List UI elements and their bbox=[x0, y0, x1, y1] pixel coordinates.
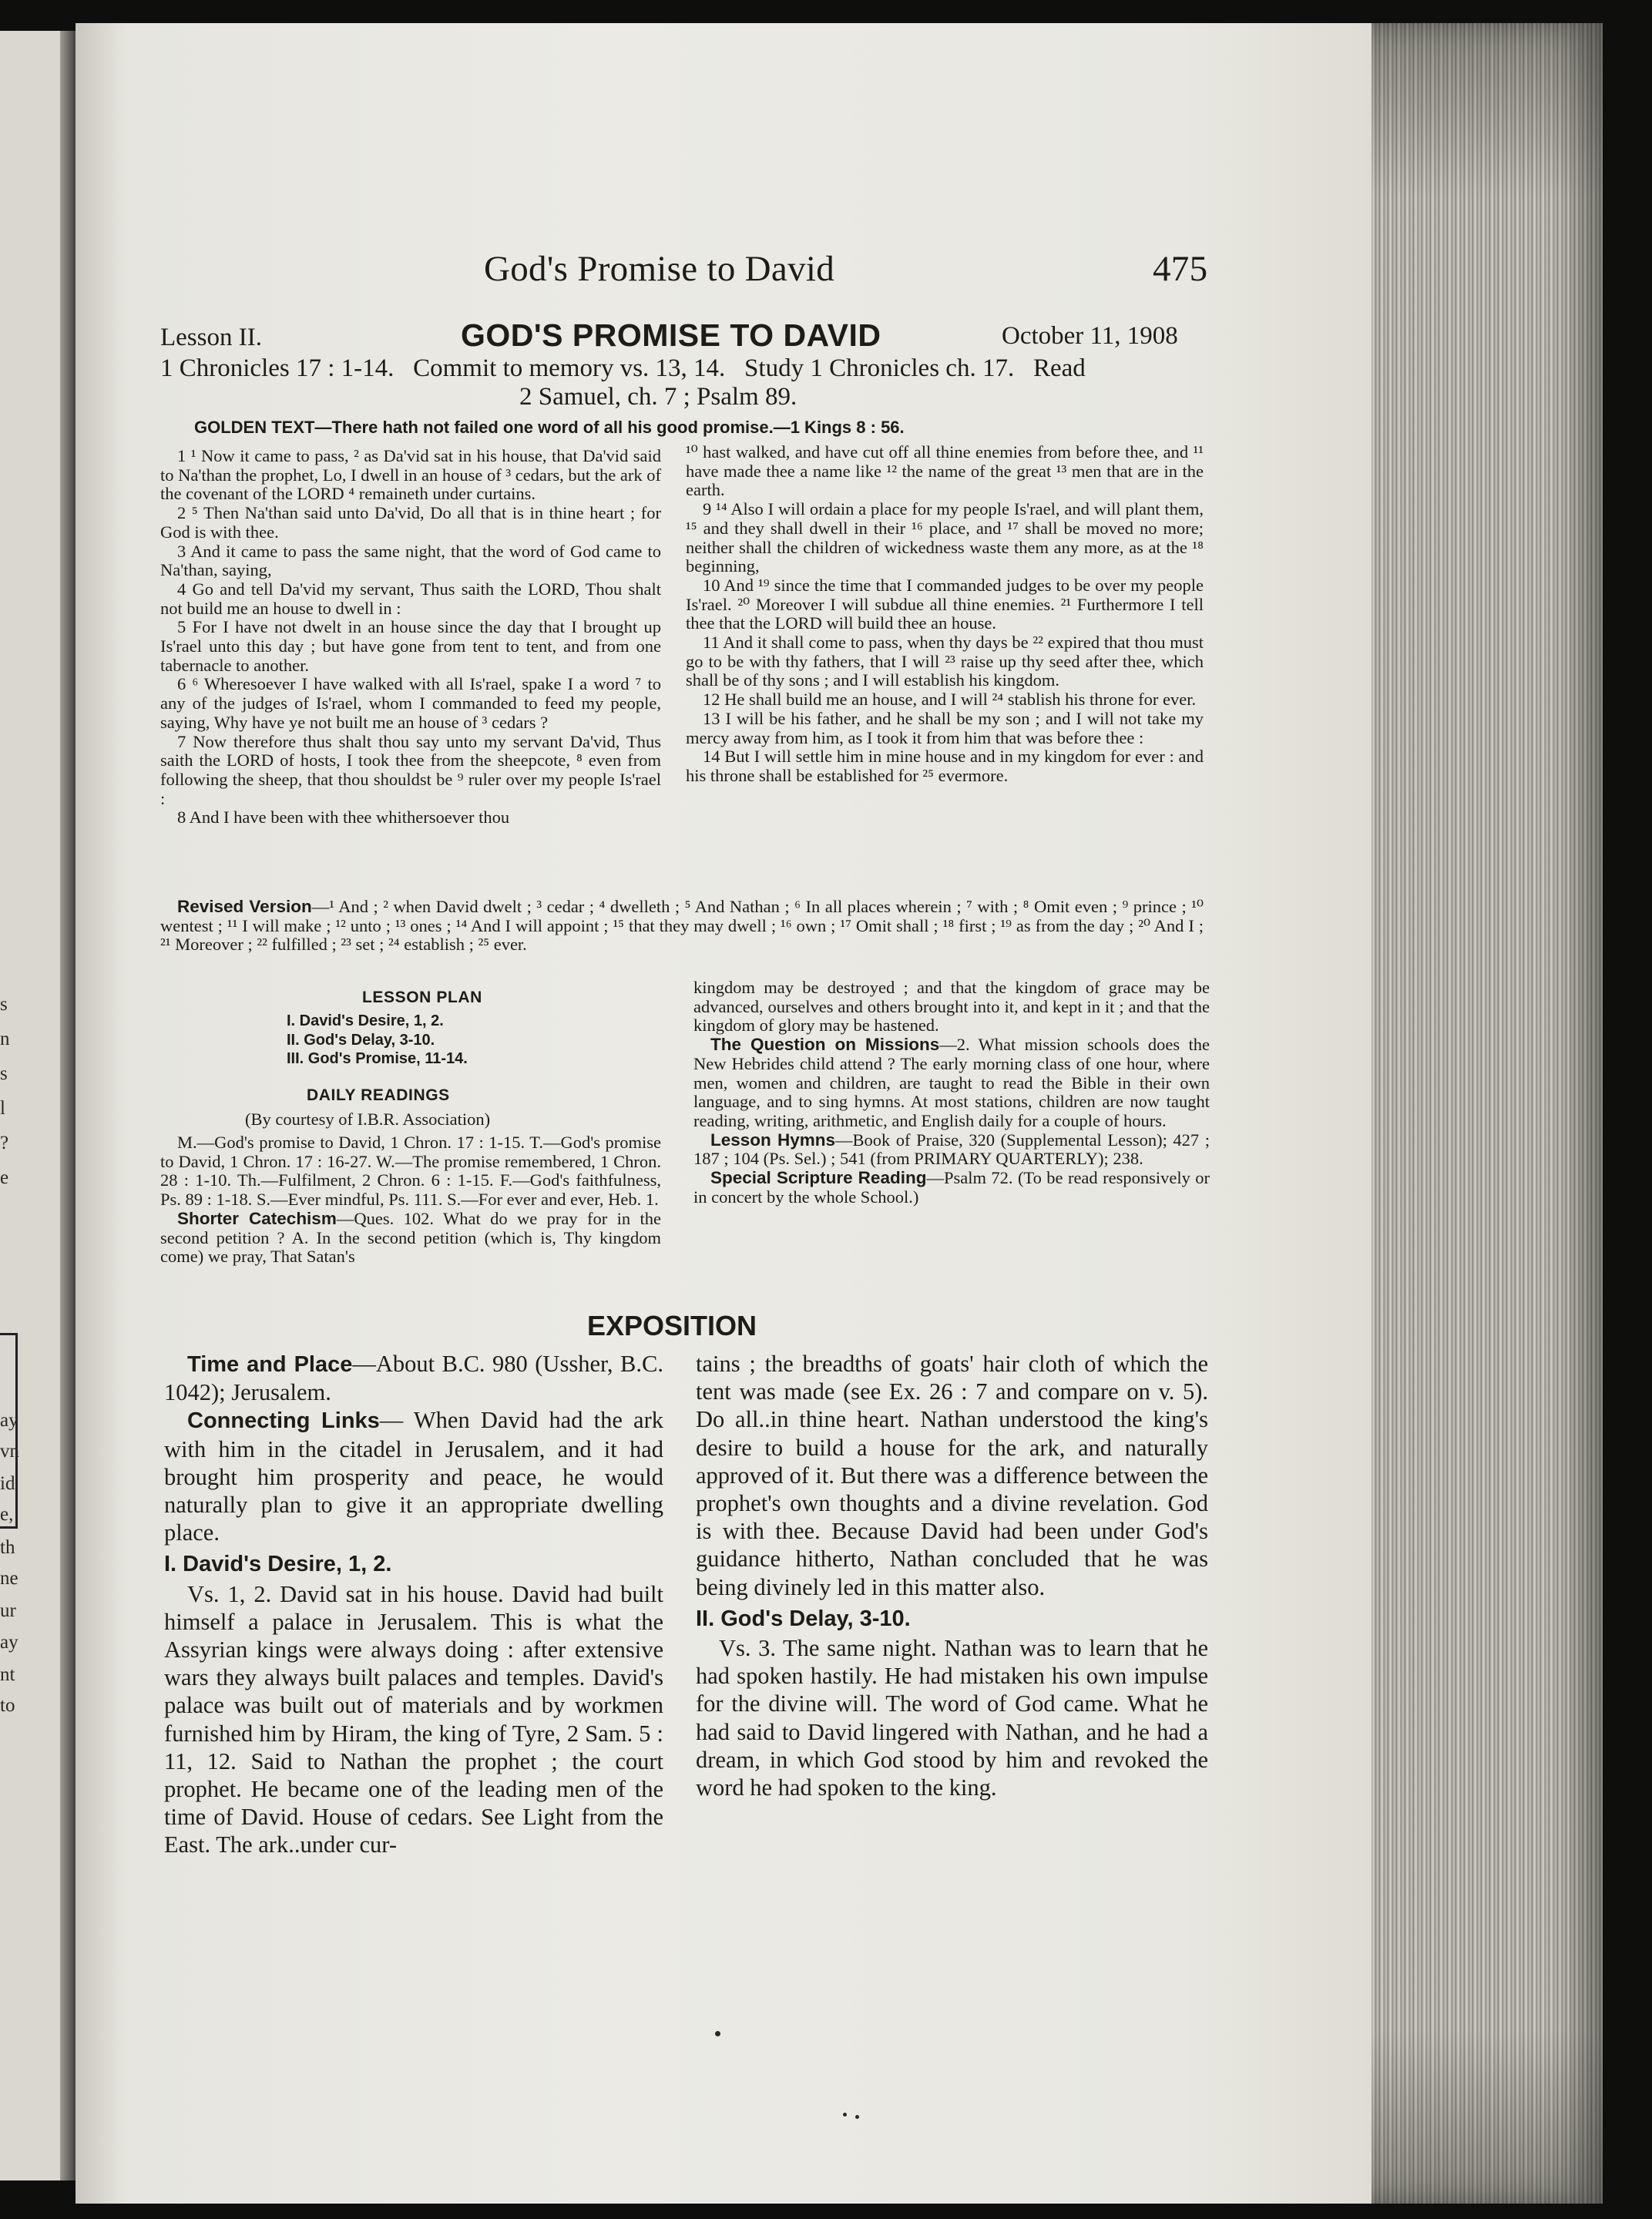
exposition-paragraph: Vs. 1, 2. David sat in his house. David had built himself a palace in Jerusalem. This is what the Assyrian kings were always doing : after extensive wars they always built palaces and temples. David's palace was built out of materials and by workmen furnished him by Hiram, the king of Tyre, 2 Sam. 5 : 11, 12. Said to Nathan the prophet ; the court prophet. He became one of the leading men of the time of David. House of cedars. See Light from the East. The ark..under cur- bbox=[164, 1580, 663, 1858]
section-heading: I. David's Desire, 1, 2. bbox=[164, 1552, 392, 1577]
exposition-heading: EXPOSITION bbox=[587, 1310, 757, 1341]
revised-version-label: Revised Version bbox=[177, 897, 312, 916]
revised-version-notes bbox=[160, 898, 1204, 955]
lesson-plan-list bbox=[287, 1012, 468, 1069]
exposition-paragraph: Vs. 3. The same night. Nathan was to learn that he had spoken hastily. He had mistaken his own impulse for the divine will. The word of God came. What he had said to David lingered with Nathan, and he had a dream, in which God stood by him and revoked the word he had spoken to the king. bbox=[696, 1635, 1208, 1801]
scripture-verse: 10 And ¹⁹ since the time that I commanded judges to be over my people Is'rael. ²⁰ Moreover I will subdue all thine enemies. ²¹ Furthermore I tell thee that the LORD will build thee an house. bbox=[686, 575, 1204, 633]
scripture-verse: 7 Now therefore thus shalt thou say unto my servant Da'vid, Thus saith the LORD of hosts, I took thee from the sheepcote, ⁸ even from following the sheep, that thou shouldst be ⁹ ruler over my people Is'rael : bbox=[160, 731, 661, 808]
missions-text: —2. What mission schools does the New Hebrides child attend ? The early morning class of one hour, where men, women and children, are taught to read the Bible in their own language, and to sing hymns. At most stations, children are now taught reading, writing, arithmetic, and English daily for a couple of hours. bbox=[693, 1035, 1210, 1130]
print-speck bbox=[855, 2115, 859, 2119]
lesson-hymns bbox=[693, 1131, 1210, 1169]
facing-page-fragment: e bbox=[0, 1167, 9, 1188]
scripture-verse: 3 And it came to pass the same night, that the word of God came to Na'than, saying, bbox=[160, 541, 661, 580]
special-reading-text: —Psalm 72. (To be read responsively or in concert by the whole School.) bbox=[693, 1168, 1210, 1207]
running-head: God's Promise to David bbox=[484, 249, 835, 289]
book-gutter bbox=[60, 31, 77, 2180]
scripture-verse: 5 For I have not dwelt in an house since the day that I brought up Is'rael unto this day ; but have gone from tent to tent, and from one tabernacle to another. bbox=[160, 617, 661, 675]
facing-page-fragment: ay bbox=[0, 1410, 18, 1431]
scripture-column-left bbox=[160, 447, 661, 828]
scripture-verse: 14 But I will settle him in mine house and in my kingdom for ever : and his throne shall be established for ²⁵ evermore. bbox=[686, 747, 1204, 785]
facing-page-fragment: l bbox=[0, 1098, 5, 1119]
lesson-number: Lesson II. bbox=[160, 324, 262, 351]
daily-readings-list bbox=[160, 1133, 661, 1267]
facing-page-fragment: s bbox=[0, 994, 8, 1015]
shorter-catechism-label: Shorter Catechism bbox=[177, 1208, 337, 1228]
exposition-column-right bbox=[696, 1350, 1208, 1801]
scripture-column-right bbox=[686, 443, 1204, 786]
shorter-catechism bbox=[160, 1210, 661, 1267]
facing-page-fragment: s bbox=[0, 1063, 8, 1084]
hymns-label: Lesson Hymns bbox=[710, 1130, 835, 1150]
facing-page-fragment: ? bbox=[0, 1133, 9, 1153]
scripture-verse: 4 Go and tell Da'vid my servant, Thus saith the LORD, Thou shalt not build me an house to dwell in : bbox=[160, 579, 661, 618]
links-label: Connecting Links bbox=[187, 1408, 380, 1434]
connecting-links bbox=[164, 1406, 663, 1546]
lesson-title: GOD'S PROMISE TO DAVID bbox=[461, 317, 881, 353]
missions-label: The Question on Missions bbox=[710, 1035, 940, 1055]
lesson-plan-item: I. David's Desire, 1, 2. bbox=[287, 1012, 444, 1029]
page-edges-shade bbox=[1372, 23, 1603, 2204]
facing-page-fragment: id bbox=[0, 1473, 15, 1494]
page-number: 475 bbox=[1153, 249, 1208, 289]
daily-readings-courtesy: (By courtesy of I.B.R. Association) bbox=[245, 1110, 491, 1129]
lesson-plan-item: II. God's Delay, 3-10. bbox=[287, 1031, 435, 1049]
scripture-verse: 8 And I have been with thee whithersoever thou bbox=[177, 807, 510, 828]
daily-readings-text: M.—God's promise to David, 1 Chron. 17 : 1-15. T.—God's promise to David, 1 Chron. 17 : 16-27. W.—The promise remembered, 1 Chron. 28 : 1-10. Th.—Fulfilment, 2 Chron. 6 : 1-15. F.—God's faithfulness, Ps. 89 : 1-18. S.—Ever mindful, Ps. 111. S.—For ever and ever, Heb. 1. bbox=[160, 1133, 661, 1210]
time-label: Time and Place bbox=[187, 1352, 353, 1377]
catechism-continued: kingdom may be destroyed ; and that the kingdom of grace may be advanced, ourselves and others brought into it, and kept in it ; and that the kingdom of glory may be hastened. bbox=[693, 978, 1210, 1036]
facing-page-fragment: ne bbox=[0, 1568, 18, 1589]
facing-page-fragment: vn bbox=[0, 1441, 19, 1462]
special-reading bbox=[693, 1169, 1210, 1207]
scripture-verse: 1 ¹ Now it came to pass, ² as Da'vid sat in his house, that Da'vid said to Na'than the prophet, Lo, I dwell in an house of ³ cedars, but the ark of the covenant of the LORD ⁴ remaineth under curtains. bbox=[160, 446, 661, 504]
scripture-verse: ¹⁰ hast walked, and have cut off all thine enemies from before thee, and ¹¹ have made thee a name like ¹² the name of the great ¹³ men that are in the earth. bbox=[686, 442, 1204, 500]
lesson-plan-item: III. God's Promise, 11-14. bbox=[287, 1050, 468, 1067]
scripture-verse: 9 ¹⁴ Also I will ordain a place for my people Is'rael, and will plant them, ¹⁵ and they shall dwell in their ¹⁶ place, and ¹⁷ shall be moved no more; neither shall the children of wickedness waste them any more, as at the ¹⁸ beginning, bbox=[686, 499, 1204, 576]
facing-page-fragment: nt bbox=[0, 1664, 15, 1685]
exposition-column-left bbox=[164, 1350, 663, 1859]
lesson-notes-right bbox=[693, 979, 1210, 1207]
exposition-paragraph: tains ; the breadths of goats' hair cloth of which the tent was made (see Ex. 26 : 7 and compare on v. 5). Do all..in thine heart. Nathan understood the king's desire to build a house for the ark, and naturally approved of it. But there was a difference between the prophet's own thoughts and a divine revelation. God is with thee. Because David had been under God's guidance hitherto, Nathan concluded that he was being divinely led in this matter also. bbox=[696, 1351, 1208, 1600]
print-speck bbox=[843, 2113, 847, 2117]
facing-page-fragment: ay bbox=[0, 1632, 18, 1653]
facing-page-fragment: e, bbox=[0, 1504, 14, 1525]
facing-page-fragment: n bbox=[0, 1029, 10, 1049]
scripture-verse: 6 ⁶ Wheresoever I have walked with all Is'rael, spake I a word ⁷ to any of the judges of Is'rael, whom I commanded to feed my people, saying, Why have ye not built me an house of ³ cedars ? bbox=[160, 674, 661, 732]
missions-question bbox=[693, 1036, 1210, 1131]
time-text: —About B.C. 980 (Ussher, B.C. 1042); Jerusalem. bbox=[164, 1351, 663, 1406]
section-heading: II. God's Delay, 3-10. bbox=[696, 1606, 911, 1631]
time-and-place bbox=[164, 1350, 663, 1406]
lesson-references: 1 Chronicles 17 : 1-14. Commit to memory vs. 13, 14. Study 1 Chronicles ch. 17. Read bbox=[160, 354, 1086, 382]
scripture-verse: 11 And it shall come to pass, when thy days be ²² expired that thou must go to be with thy fathers, that I will ²³ raise up thy seed after thee, which shall be of thy sons ; and I will establish his kingdom. bbox=[686, 633, 1204, 690]
lesson-date: October 11, 1908 bbox=[1002, 322, 1178, 350]
lesson-references-continued: 2 Samuel, ch. 7 ; Psalm 89. bbox=[519, 383, 797, 411]
golden-text: GOLDEN TEXT—There hath not failed one word of all his good promise.—1 Kings 8 : 56. bbox=[194, 418, 905, 437]
scripture-verse: 12 He shall build me an house, and I will ²⁴ stablish his throne for ever. bbox=[703, 690, 1197, 710]
facing-page-fragment: th bbox=[0, 1537, 15, 1558]
print-speck bbox=[715, 2031, 720, 2036]
lesson-plan-heading: LESSON PLAN bbox=[362, 989, 482, 1006]
shorter-catechism-text: —Ques. 102. What do we pray for in the second petition ? A. In the second petition (which is, Thy kingdom come) we pray, That Satan's bbox=[160, 1208, 662, 1267]
revised-version-text: —¹ And ; ² when David dwelt ; ³ cedar ; ⁴ dwelleth ; ⁵ And Nathan ; ⁶ In all places wherein ; ⁷ with ; ⁸ Omit even ; ⁹ prince ; ¹⁰ wentest ; ¹¹ I will make ; ¹² unto ; ¹³ ones ; ¹⁴ And I will appoint ; ¹⁵ that they may dwell ; ¹⁶ own ; ¹⁷ Omit shall ; ¹⁸ first ; ¹⁹ as from the day ; ²⁰ And I ; ²¹ Moreover ; ²² fulfilled ; ²³ set ; ²⁴ establish ; ²⁵ ever. bbox=[160, 897, 1204, 955]
daily-readings-heading: DAILY READINGS bbox=[307, 1086, 450, 1104]
facing-page-fragment: ur bbox=[0, 1600, 16, 1621]
special-reading-label: Special Scripture Reading bbox=[710, 1168, 927, 1188]
links-text: — When David had the ark with him in the citadel in Jerusalem, and it had brought him prosperity and peace, he would naturally plan to give it an appropriate dwelling place. bbox=[164, 1407, 663, 1546]
scripture-verse: 13 I will be his father, and he shall be my son ; and I will not take my mercy away from him, as I took it from him that was before thee : bbox=[686, 708, 1204, 747]
hymns-text: —Book of Praise, 320 (Supplemental Lesson); 427 ; 187 ; 104 (Ps. Sel.) ; 541 (from PRIMARY QUARTERLY); 238. bbox=[693, 1130, 1210, 1169]
facing-page-fragment: to bbox=[0, 1695, 15, 1716]
scripture-verse: 2 ⁵ Then Na'than said unto Da'vid, Do all that is in thine heart ; for God is with thee. bbox=[160, 503, 661, 542]
